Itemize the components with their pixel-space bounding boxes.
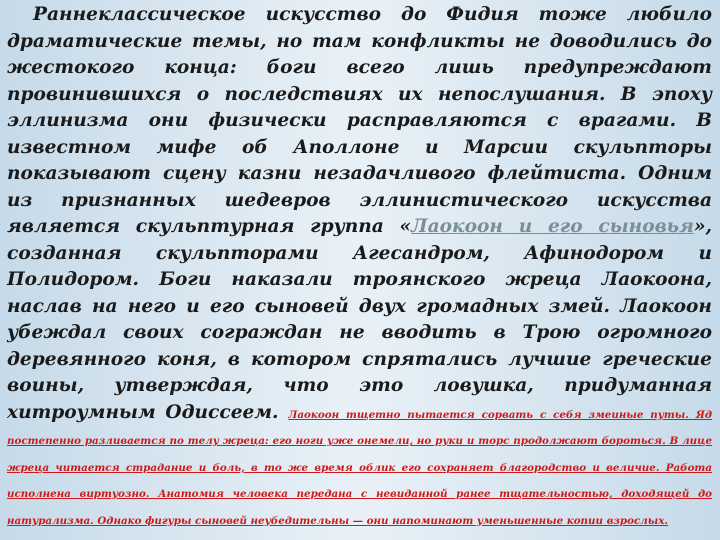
laocoon-link[interactable]: Лаокоон и его сыновья xyxy=(411,216,694,237)
paragraph-text-part-1: Раннеклассическое искусство до Фидия тоже любило драматические темы, но там конфликты не доводились до жестокого конца: боги всего лишь предупреждают провинившихся о последствиях их непослушания. В эпоху эллинизма они физически расправляются с врагами. В известном мифе об Аполлоне и Марсии скульпторы показывают сцену казни незадачливого флейтиста. Одним из признанных шедевров эллинистического искусства является скульптурная группа « xyxy=(7,4,712,237)
main-paragraph xyxy=(7,2,712,532)
laocoon-description-note: Лаокоон тщетно пытается сорвать с себя змеиные путы. Яд постепенно разливается по телу жреца: его ноги уже онемели, но руки и торс продолжают бороться. В лице жреца читается страдание и боль, в то же время облик его сохраняет благородство и величие. Работа исполнена виртуозно. Анатомия человека передана с невиданной ранее тщательностью, доходящей до натурализма. Однако фигуры сыновей неубедительны — они напоминают уменьшенные копии взрослых. xyxy=(7,408,712,527)
paragraph-text-part-2: », созданная скульпторами Агесандром, Афинодором и Полидором. Боги наказали троянского жреца Лаокоона, наслав на него и его сыновей двух громадных змей. Лаокоон убеждал своих сограждан не вводить в Трою огромного деревянного коня, в котором спрятались лучшие греческие воины, утверждая, что это ловушка, придуманная хитроумным Одиссеем. xyxy=(7,216,712,423)
